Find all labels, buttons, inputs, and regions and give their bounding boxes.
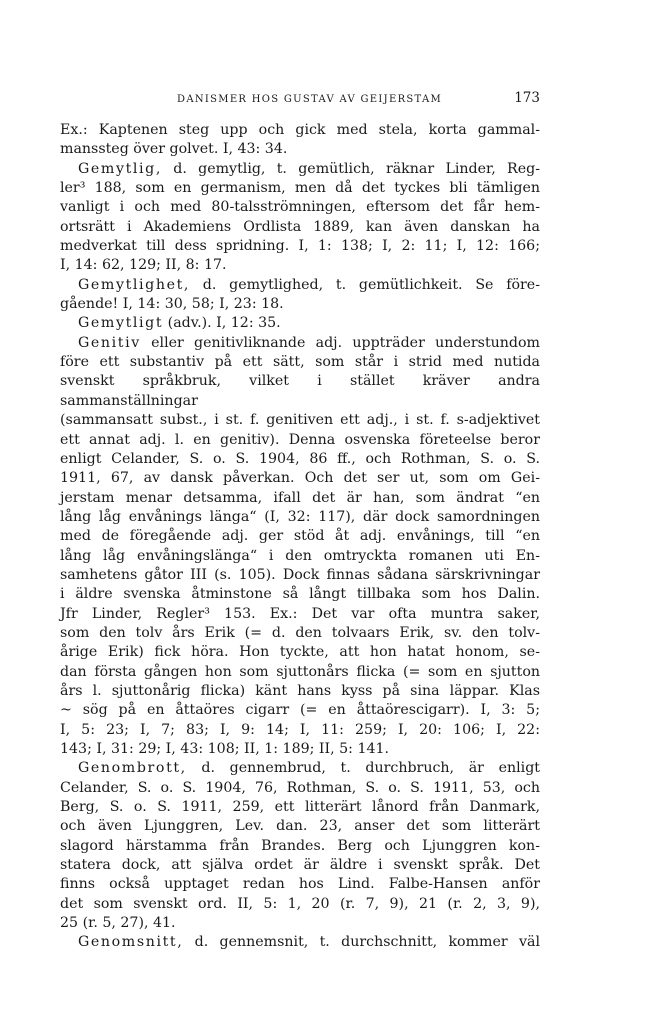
line-text: 1911, 67, av dansk påverkan. Och det ser ut, som om Gei-: [60, 470, 540, 487]
line-text: d. gennemsnit, t. durchschnitt, kommer väl: [183, 934, 540, 951]
text-line: [60, 527, 540, 546]
text-line: [60, 566, 540, 585]
entry-headword: Genomsnitt,: [78, 934, 184, 951]
line-text: ~ sög på en åttaöres cigarr (= en åttaörescigarr). I, 3: 5;: [60, 702, 540, 719]
line-text: eller genitivliknande adj. uppträder understundom: [140, 334, 540, 351]
text-line: [60, 179, 540, 198]
text-line: [60, 469, 540, 488]
line-text: 25 (r. 5, 27), 41.: [60, 915, 176, 932]
text-line: [60, 701, 540, 720]
text-line: [60, 605, 540, 624]
text-line: [60, 817, 540, 836]
line-text: I, 5: 23; I, 7; 83; I, 9: 14; I, 11: 259; I, 20: 106; I, 22:: [60, 721, 540, 738]
line-text: ler³ 188, som en germanism, men då det tyckes bli tämligen: [60, 180, 540, 197]
text-line: [60, 798, 540, 817]
entry-headword: Gemytlig,: [78, 160, 162, 177]
line-text: ortsrätt i Akademiens Ordlista 1889, kan även danskan ha: [60, 218, 540, 235]
line-text: d. gennembrud, t. durchbruch, är enligt: [186, 760, 540, 777]
text-line: [60, 295, 540, 314]
text-line: [60, 334, 540, 353]
line-text: gående! I, 14: 30, 58; I, 23: 18.: [60, 296, 284, 313]
text-line: [60, 121, 540, 140]
page-header: [60, 90, 540, 106]
text-line: [60, 721, 540, 740]
line-text: 143; I, 31: 29; I, 43: 108; II, 1: 189; II, 5: 141.: [60, 741, 390, 757]
text-line: [60, 256, 540, 275]
line-text: jerstam menar detsamma, ifall det är han, som ändrat “en: [60, 489, 540, 506]
text-line: [60, 759, 540, 778]
line-text: medverkat till dess spridning. I, 1: 138; I, 2: 11; I, 12: 166;: [60, 238, 540, 255]
entry-headword: Genombrott,: [78, 760, 187, 777]
line-text: det som svenskt ord. II, 5: 1, 20 (r. 7, 9), 21 (r. 2, 3, 9),: [60, 895, 540, 912]
text-line: [60, 914, 540, 933]
line-text: års l. sjuttonårig flicka) känt hans kyss på sina läppar. Klas: [60, 682, 540, 699]
text-line: [60, 643, 540, 662]
line-text: årige Erik) fick höra. Hon tyckte, att hon hatat honom, se-: [60, 644, 540, 661]
line-text: svenskt språkbruk, vilket i stället kräver andra sammanställningar: [60, 373, 540, 409]
line-text: d. gemytlighed, t. gemütlichkeit. Se före-: [190, 276, 540, 293]
text-line: [60, 140, 540, 159]
entry-headword: Gemytligt: [78, 315, 164, 332]
line-text: Ex.: Kaptenen steg upp och gick med stela, korta gammal-: [60, 122, 540, 138]
text-line: [60, 198, 540, 217]
text-line: [60, 508, 540, 527]
line-text: statera dock, att själva ordet är äldre i svenskt språk. Det: [60, 857, 540, 874]
text-line: [60, 489, 540, 508]
text-line: [60, 624, 540, 643]
line-text: med de föregående adj. ger stöd åt adj. envånings, till “en: [60, 528, 540, 545]
text-line: [60, 585, 540, 604]
text-line: [60, 875, 540, 894]
entry-headword: Genitiv: [78, 334, 141, 351]
line-text: ett annat adj. l. en genitiv). Denna osvenska företeelse beror: [60, 431, 540, 448]
line-text: och även Ljunggren, Lev. dan. 23, anser det som litterärt: [60, 818, 540, 835]
text-line: [60, 779, 540, 798]
line-text: manssteg över golvet. I, 43: 34.: [60, 141, 288, 158]
text-line: [60, 837, 540, 856]
text-line: [60, 237, 540, 256]
text-line: [60, 547, 540, 566]
body-text: [60, 121, 540, 953]
text-line: [60, 450, 540, 469]
text-line: [60, 682, 540, 701]
line-text: finns också upptaget redan hos Lind. Falbe-Hansen anför: [60, 876, 540, 893]
page-number: 173: [514, 90, 540, 106]
line-text: (sammansatt subst., i st. f. genitiven ett adj., i st. f. s-adjektivet: [60, 412, 540, 429]
line-text: Celander, S. o. S. 1904, 76, Rothman, S. o. S. 1911, 53, och: [60, 779, 540, 796]
text-line: [60, 740, 540, 759]
text-line: [60, 314, 540, 333]
text-line: [60, 895, 540, 914]
line-text: lång låg envåningslänga“ i den omtryckta romanen uti En-: [60, 547, 540, 564]
line-text: Jfr Linder, Regler³ 153. Ex.: Det var ofta muntra saker,: [60, 605, 540, 622]
text-line: [60, 431, 540, 450]
line-text: (adv.). I, 12: 35.: [163, 315, 281, 332]
text-line: [60, 353, 540, 372]
line-text: I, 14: 62, 129; II, 8: 17.: [60, 257, 227, 274]
text-line: [60, 160, 540, 179]
entry-headword: Gemytlighet,: [78, 276, 191, 293]
running-title: DANISMER HOS GUSTAV AV GEIJERSTAM: [177, 94, 443, 105]
line-text: lång låg envånings länga“ (I, 32: 117), där dock samordningen: [60, 508, 540, 525]
line-text: samhetens gåtor III (s. 105). Dock finnas sådana särskrivningar: [60, 566, 540, 583]
text-line: [60, 856, 540, 875]
line-text: d. gemytlig, t. gemütlich, räknar Linder, Reg-: [161, 160, 540, 177]
text-line: [60, 663, 540, 682]
text-line: [60, 218, 540, 237]
line-text: enligt Celander, S. o. S. 1904, 86 ff., och Rothman, S. o. S.: [60, 450, 540, 467]
line-text: före ett substantiv på ett sätt, som står i strid med nutida: [60, 354, 540, 371]
line-text: i äldre svenska åtminstone så långt tillbaka som hos Dalin.: [60, 586, 540, 603]
text-line: [60, 372, 540, 411]
line-text: som den tolv års Erik (= d. den tolvaars Erik, sv. den tolv-: [60, 624, 540, 641]
text-line: [60, 411, 540, 430]
line-text: dan första gången hon som sjuttonårs flicka (= som en sjutton: [60, 663, 540, 680]
line-text: slagord härstamma från Brandes. Berg och Ljunggren kon-: [60, 837, 540, 854]
line-text: Berg, S. o. S. 1911, 259, ett litterärt lånord från Danmark,: [60, 799, 540, 816]
text-line: [60, 933, 540, 952]
line-text: vanligt i och med 80-talsströmningen, eftersom det får hem-: [60, 199, 540, 216]
text-line: [60, 276, 540, 295]
